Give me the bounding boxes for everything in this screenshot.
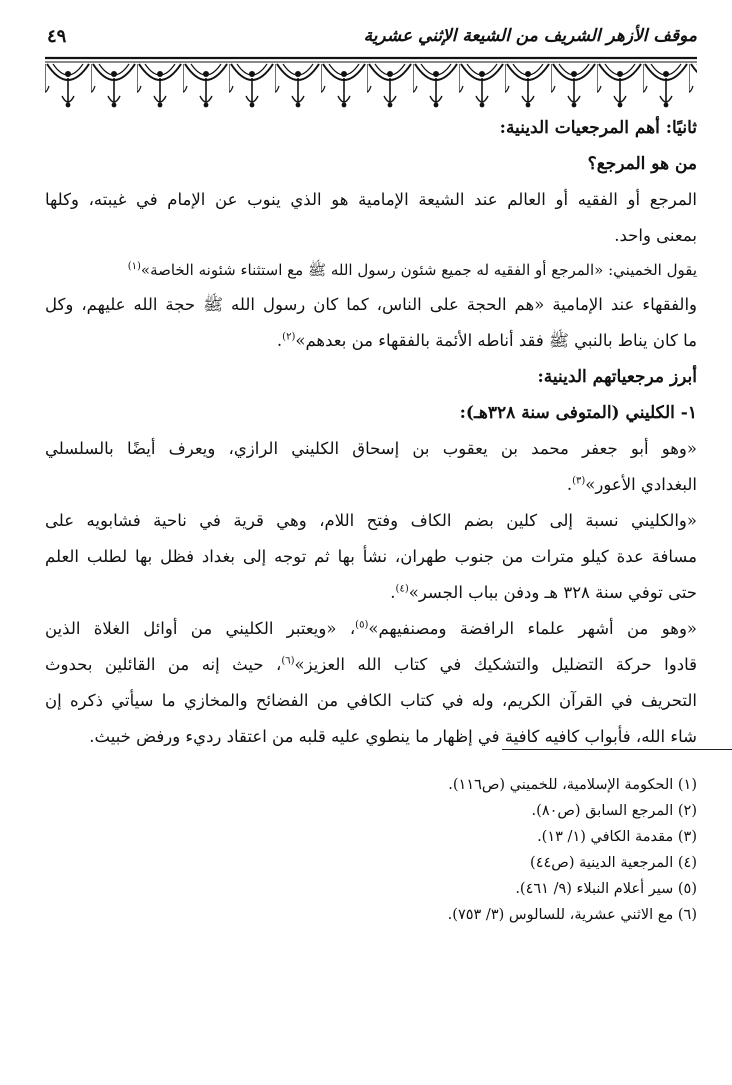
footnote: (٣) مقدمة الكافي (١/ ١٣). <box>537 829 697 845</box>
text-segment: . <box>390 583 396 602</box>
text-segment: . <box>566 475 573 494</box>
paragraph-line: المرجع أو الفقيه أو العالم عند الشيعة الإمامية هو الذي ينوب عن الإمام في غيبته، وكلها <box>45 190 697 209</box>
footnote: (١) الحكومة الإسلامية، للخميني (ص١١٦). <box>448 777 697 793</box>
footnote-ref: (٦) <box>281 655 295 667</box>
paragraph-line <box>45 611 697 647</box>
question-heading: من هو المرجع؟ <box>587 154 697 174</box>
footnote: (٤) المرجعية الدينية (ص٤٤) <box>530 855 697 871</box>
text-segment: حتى توفي سنة ٣٢٨ هـ ودفن بباب الجسر» <box>408 583 697 602</box>
paragraph-line: والفقهاء عند الإمامية «هم الحجة على الناس، كما كان رسول الله ﷺ حجة الله عليهم، وكل <box>45 295 697 314</box>
footnote-ref: (١) <box>127 261 141 272</box>
paragraph-line: «والكليني نسبة إلى كلين بضم الكاف وفتح اللام، وهي قرية في ناحية فشابويه على <box>45 511 697 530</box>
footnote: (٢) المرجع السابق (ص٨٠). <box>531 803 697 819</box>
paragraph-line <box>45 575 697 611</box>
text-segment: . <box>276 331 283 350</box>
paragraph-line <box>45 467 697 503</box>
paragraph-line: شاء الله، فأبواب كافيه كافية في إظهار ما ينطوي عليه قلبه من اعتقاد رديء ورفض خبيث. <box>89 727 697 746</box>
paragraph-line: مسافة عدة كيلو مترات من جنوب طهران، نشأ بها ثم توجه إلى بغداد فظل بها لطلب العلم <box>45 547 697 566</box>
decorative-border-ornament <box>45 52 697 110</box>
footnote-divider <box>502 749 732 750</box>
paragraph-line: «وهو أبو جعفر محمد بن يعقوب بن إسحاق الكليني الرازي، ويعرف أيضًا بالسلسلي <box>45 439 697 458</box>
paragraph-line: التحريف في القرآن الكريم، وله في كتاب الكافي من الفضائح والمخازي ما سيأتي ذكره إن <box>45 691 697 710</box>
section-heading: ثانيًا: أهم المرجعيات الدينية: <box>499 118 697 138</box>
paragraph-line <box>45 647 697 683</box>
footnotes <box>45 772 697 928</box>
page-number: ٤٩ <box>47 26 67 47</box>
text-segment: ما كان يناط بالنبي ﷺ فقد أناطه الأئمة بالفقهاء من بعدهم» <box>295 331 697 350</box>
footnote-ref: (٤) <box>395 583 409 595</box>
quote-line <box>45 254 697 287</box>
paragraph-line: بمعنى واحد. <box>614 226 697 245</box>
kulayni-heading: ١- الكليني (المتوفى سنة ٣٢٨هـ): <box>459 403 697 423</box>
running-title: موقف الأزهر الشريف من الشيعة الإثني عشرية <box>363 26 697 46</box>
marjas-heading: أبرز مرجعياتهم الدينية: <box>537 367 697 387</box>
footnote: (٦) مع الاثني عشرية، للسالوس (٣/ ٧٥٣). <box>447 907 697 923</box>
footnote-ref: (٣) <box>572 475 586 487</box>
text-segment: قادوا حركة التضليل والتشكيك في كتاب الله العزيز» <box>294 655 697 674</box>
page-header <box>45 22 697 112</box>
page-body <box>45 110 697 755</box>
footnote-ref: (٢) <box>282 331 296 343</box>
text-segment: ، حيث إنه من القائلين بحدوث <box>45 655 282 674</box>
footnote: (٥) سير أعلام النبلاء (٩/ ٤٦١). <box>515 881 697 897</box>
text-segment: ، «ويعتبر الكليني من أوائل الغلاة الذين <box>45 619 356 638</box>
footnote-ref: (٥) <box>355 619 369 631</box>
text-segment: «وهو من أشهر علماء الرافضة ومصنفيهم» <box>368 619 698 638</box>
text-segment: البغدادي الأعور» <box>585 475 697 494</box>
paragraph-line <box>45 323 697 359</box>
khomeini-quote: يقول الخميني: «المرجع أو الفقيه له جميع شئون رسول الله ﷺ مع استثناء شئونه الخاصة» <box>140 261 697 279</box>
